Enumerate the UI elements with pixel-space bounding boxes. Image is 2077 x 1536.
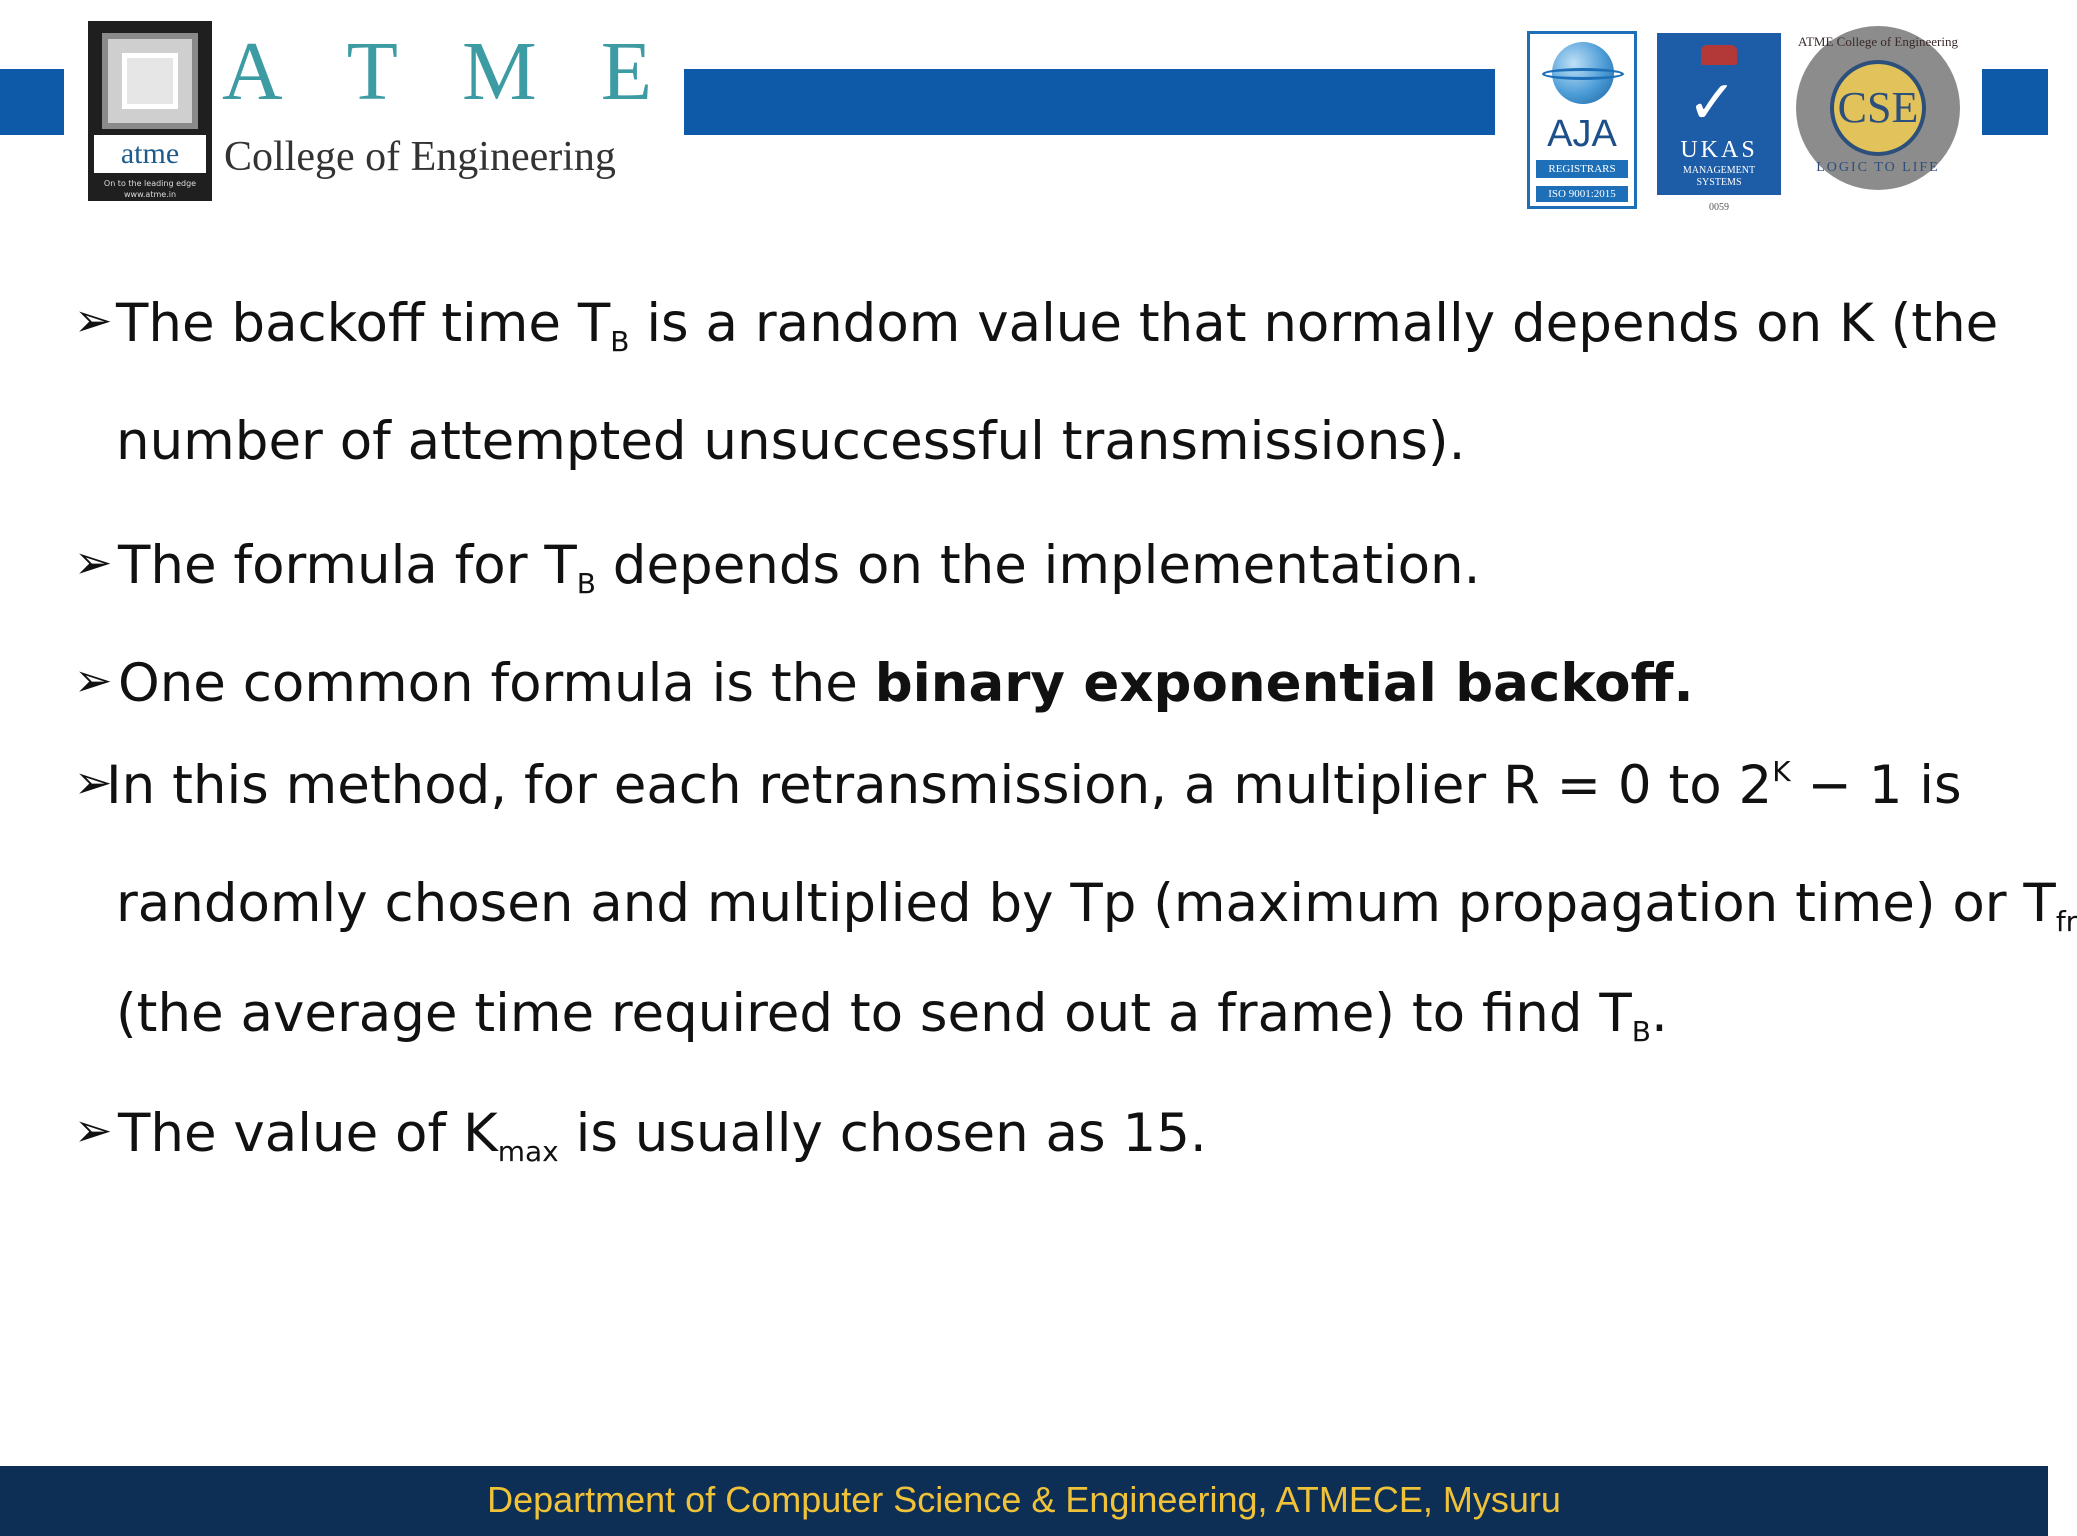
ukas-label: UKAS xyxy=(1680,137,1758,163)
cse-ring-top-text: ATME College of Engineering xyxy=(1798,34,1958,49)
bullet-arrow-icon: ➢ xyxy=(74,755,113,809)
bullet-1-line-1: The backoff time $T_B$ is a random value that normally depends on K (the xyxy=(116,293,1999,358)
bullet-arrow-icon: ➢ xyxy=(74,535,113,589)
footer-bar xyxy=(0,1466,2048,1536)
aja-iso-label: ISO 9001:2015 xyxy=(1536,186,1628,202)
acronym-letter: E xyxy=(600,25,652,118)
college-acronym xyxy=(222,25,652,118)
crown-icon xyxy=(1701,45,1737,65)
bullet-arrow-icon: ➢ xyxy=(74,1103,113,1157)
bullet-5: The value of $K_{max}$ is usually chosen as 15. xyxy=(118,1103,1207,1168)
cse-ring-bottom-text: LOGIC TO LIFE xyxy=(1816,160,1940,175)
bullet-3: One common formula is the binary exponential backoff. xyxy=(118,653,1694,714)
ukas-certification-badge xyxy=(1657,33,1781,195)
footer-text: Department of Computer Science & Engineering, ATMECE, Mysuru xyxy=(487,1479,1561,1520)
header-bar-left xyxy=(0,69,64,135)
cse-label: CSE xyxy=(1830,60,1926,156)
cse-department-seal xyxy=(1796,26,1960,190)
bullet-1-line-2: number of attempted unsuccessful transmissions). xyxy=(116,411,1466,472)
logo-frame-icon xyxy=(102,33,198,129)
checkmark-icon: ✓ xyxy=(1687,68,1738,138)
ukas-number: 0059 xyxy=(1709,202,1729,213)
bullet-arrow-icon: ➢ xyxy=(74,653,113,707)
acronym-letter: A xyxy=(222,25,283,118)
globe-icon xyxy=(1552,42,1614,104)
bullet-arrow-icon: ➢ xyxy=(74,293,113,347)
acronym-letter: M xyxy=(461,25,537,118)
header-bar-center xyxy=(684,69,1495,135)
ukas-sublabel: MANAGEMENT SYSTEMS xyxy=(1682,165,1756,188)
bullet-4-line-3: (the average time required to send out a frame) to find $T_B$. xyxy=(116,983,1668,1048)
bullet-4-line-1: In this method, for each retransmission, a multiplier R = 0 to $2^K - 1$ is xyxy=(106,755,1962,816)
atme-logo xyxy=(88,21,212,201)
bullet-4-line-2: randomly chosen and multiplied by Tp (maximum propagation time) or $T_{fr}$ xyxy=(116,873,2077,938)
logo-word: atme xyxy=(94,135,206,173)
aja-registrars: REGISTRARS xyxy=(1536,160,1628,178)
logo-website: www.atme.in xyxy=(123,190,177,199)
acronym-letter: T xyxy=(346,25,398,118)
logo-tagline: On to the leading edge xyxy=(103,179,197,188)
header-bar-right xyxy=(1982,69,2048,135)
aja-label: AJA xyxy=(1547,113,1617,155)
aja-certification-badge xyxy=(1527,31,1637,209)
bullet-2: The formula for $T_B$ depends on the implementation. xyxy=(118,535,1481,600)
college-name: College of Engineering xyxy=(224,134,616,180)
bold-term: binary exponential backoff. xyxy=(874,653,1694,714)
